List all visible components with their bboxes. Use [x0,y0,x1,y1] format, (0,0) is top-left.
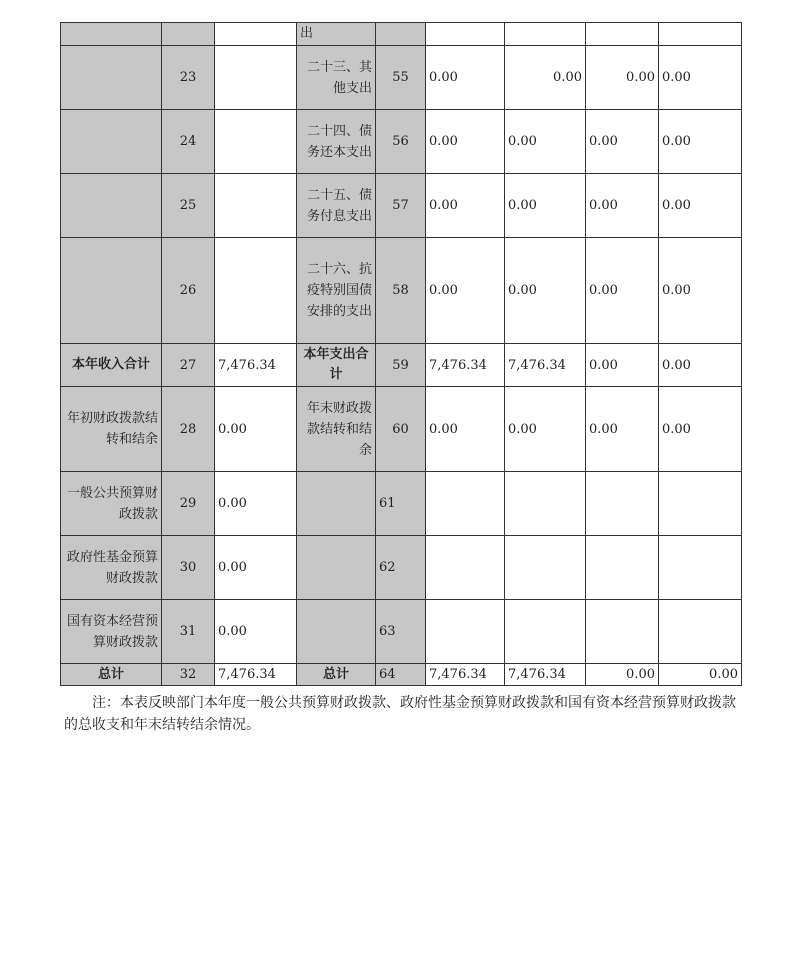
income-line-no: 25 [162,174,215,238]
gov-fund-amount: 0.00 [586,174,659,238]
expense-label: 出 [297,23,376,46]
state-capital-amount [659,536,742,600]
gov-fund-amount [586,23,659,46]
gov-fund-amount: 0.00 [586,664,659,686]
income-label [61,238,162,344]
state-capital-amount: 0.00 [659,344,742,387]
income-line-no: 28 [162,387,215,472]
income-amount: 0.00 [215,472,297,536]
gov-fund-amount: 0.00 [586,110,659,174]
state-capital-amount: 0.00 [659,46,742,110]
general-budget-amount: 0.00 [505,387,586,472]
income-amount: 0.00 [215,600,297,664]
income-line-no: 29 [162,472,215,536]
gov-fund-amount [586,472,659,536]
income-line-no: 30 [162,536,215,600]
expense-line-no: 57 [376,174,426,238]
income-amount: 7,476.34 [215,344,297,387]
table-row [61,344,742,387]
income-subtotal-label: 本年收入合计 [61,344,162,387]
income-label: 政府性基金预算财政拨款 [61,536,162,600]
expense-line-no: 61 [376,472,426,536]
income-line-no: 23 [162,46,215,110]
table-row [61,536,742,600]
expense-label: 二十六、抗疫特别国债安排的支出 [297,238,376,344]
expense-label: 二十三、其他支出 [297,46,376,110]
expense-label: 二十四、债务还本支出 [297,110,376,174]
general-budget-amount: 0.00 [505,174,586,238]
table-row [61,174,742,238]
table-row [61,472,742,536]
income-line-no: 32 [162,664,215,686]
total-amount [426,472,505,536]
gov-fund-amount [586,536,659,600]
general-budget-amount: 7,476.34 [505,344,586,387]
total-amount [426,23,505,46]
expense-line-no: 56 [376,110,426,174]
expense-label [297,600,376,664]
income-amount [215,110,297,174]
expense-label [297,472,376,536]
expense-line-no: 62 [376,536,426,600]
income-amount [215,23,297,46]
income-label [61,46,162,110]
general-budget-amount: 0.00 [505,110,586,174]
general-budget-amount [505,600,586,664]
expense-line-no: 58 [376,238,426,344]
table-row [61,23,742,46]
general-budget-amount [505,536,586,600]
table-row [61,46,742,110]
income-label [61,23,162,46]
income-label [61,110,162,174]
expense-label [297,536,376,600]
gov-fund-amount: 0.00 [586,344,659,387]
income-label: 一般公共预算财政拨款 [61,472,162,536]
state-capital-amount [659,23,742,46]
income-line-no: 24 [162,110,215,174]
state-capital-amount: 0.00 [659,387,742,472]
table-footnote: 注：本表反映部门本年度一般公共预算财政拨款、政府性基金预算财政拨款和国有资本经营预算财政拨款的总收支和年末结转结余情况。 [64,695,736,733]
expense-subtotal-label: 本年支出合计 [297,344,376,387]
expense-line-no: 55 [376,46,426,110]
table-row [61,664,742,686]
income-label: 年初财政拨款结转和结余 [61,387,162,472]
budget-summary-table [60,22,742,686]
total-amount [426,536,505,600]
table-row [61,110,742,174]
gov-fund-amount: 0.00 [586,387,659,472]
expense-line-no: 59 [376,344,426,387]
general-budget-amount: 0.00 [505,46,586,110]
income-line-no [162,23,215,46]
income-amount: 0.00 [215,387,297,472]
gov-fund-amount: 0.00 [586,238,659,344]
general-budget-amount: 7,476.34 [505,664,586,686]
income-amount [215,174,297,238]
income-label: 国有资本经营预算财政拨款 [61,600,162,664]
income-amount [215,46,297,110]
income-line-no: 26 [162,238,215,344]
expense-label: 二十五、债务付息支出 [297,174,376,238]
total-amount: 0.00 [426,174,505,238]
total-amount: 7,476.34 [426,664,505,686]
grand-total-label: 总计 [61,664,162,686]
state-capital-amount: 0.00 [659,664,742,686]
total-amount: 0.00 [426,238,505,344]
table-row [61,238,742,344]
general-budget-amount [505,23,586,46]
income-amount: 0.00 [215,536,297,600]
income-line-no: 27 [162,344,215,387]
state-capital-amount [659,472,742,536]
table-row [61,387,742,472]
total-amount [426,600,505,664]
gov-fund-amount [586,600,659,664]
total-amount: 0.00 [426,46,505,110]
expense-line-no: 60 [376,387,426,472]
grand-total-label: 总计 [297,664,376,686]
expense-line-no [376,23,426,46]
expense-line-no: 63 [376,600,426,664]
state-capital-amount [659,600,742,664]
general-budget-amount: 0.00 [505,238,586,344]
state-capital-amount: 0.00 [659,110,742,174]
income-amount [215,238,297,344]
gov-fund-amount: 0.00 [586,46,659,110]
total-amount: 7,476.34 [426,344,505,387]
income-label [61,174,162,238]
general-budget-amount [505,472,586,536]
income-line-no: 31 [162,600,215,664]
state-capital-amount: 0.00 [659,174,742,238]
total-amount: 0.00 [426,387,505,472]
table-row [61,600,742,664]
expense-line-no: 64 [376,664,426,686]
expense-label: 年末财政拨款结转和结余 [297,387,376,472]
total-amount: 0.00 [426,110,505,174]
state-capital-amount: 0.00 [659,238,742,344]
income-amount: 7,476.34 [215,664,297,686]
